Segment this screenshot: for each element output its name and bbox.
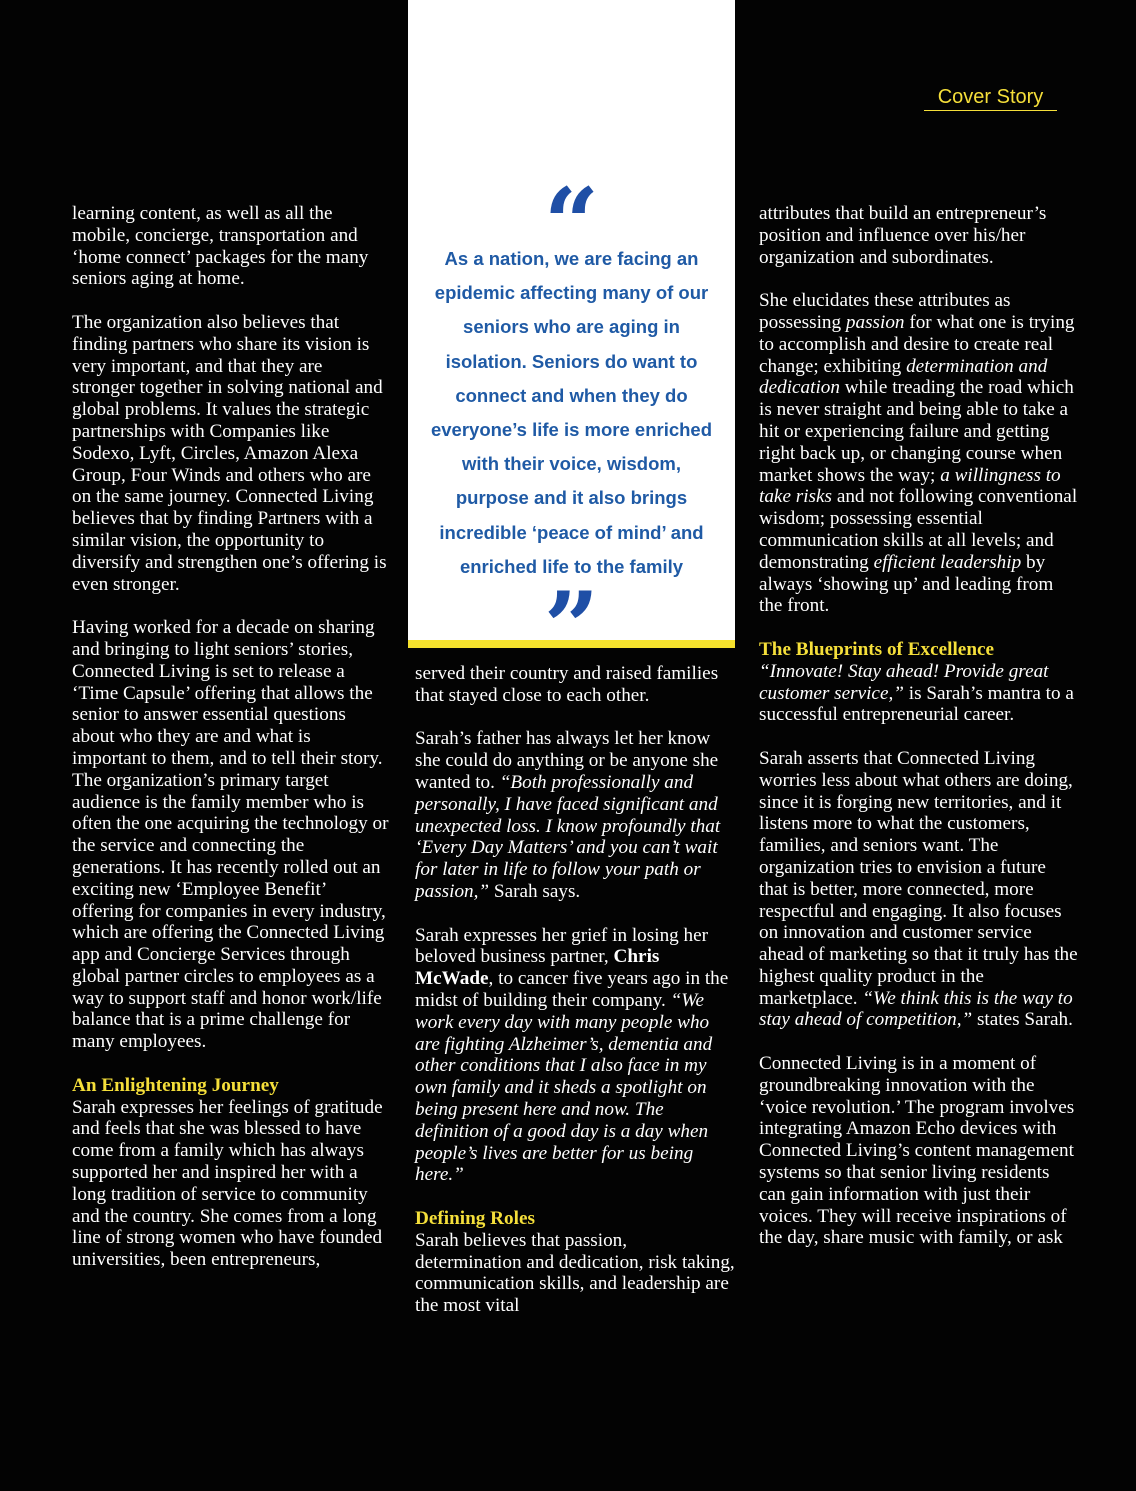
paragraph: Connected Living is in a moment of groundbreaking innovation with the ‘voice revolution.’ The program involves integrating Amazon Echo devices with Connected Living’s content management systems so that senior living residents can gain information with just their voices. They will receive inspirations of the day, share music with family, or ask bbox=[759, 1053, 1075, 1249]
text-run: Sarah says. bbox=[489, 880, 581, 902]
text-run: and not following conventional wisdom; possessing essential communication skills at all levels; and demonstrating bbox=[759, 486, 1078, 573]
paragraph: served their country and raised families that stayed close to each other. bbox=[415, 663, 719, 706]
italic-run: passion bbox=[845, 311, 905, 333]
section-tag: Cover Story bbox=[924, 84, 1057, 111]
article-column-3 bbox=[759, 203, 1079, 1271]
person-name: Chris McWade bbox=[415, 946, 660, 990]
section bbox=[72, 1075, 390, 1271]
quote-run: “Both professionally and personally, I have faced significant and unexpected loss. I know profoundly that ‘Every Day Matters’ and you can’t wait for later in life to follow your path or passion,” bbox=[415, 771, 721, 902]
paragraph: learning content, as well as all the mobile, concierge, transportation and ‘home connect’ packages for the many seniors aging at home. bbox=[72, 203, 369, 290]
quote-run: “We work every day with many people who are fighting Alzheimer’s, dementia and other conditions that I also face in my own family and it sheds a spotlight on being present here and now. The definition of a good day is a day when people’s lives are better for us being here.” bbox=[415, 989, 713, 1186]
text-run: for what one is trying to accomplish and desire to create real change; exhibiting bbox=[759, 311, 1075, 377]
paragraph: Sarah expresses her feelings of gratitude and feels that she was blessed to have come from a family which has always supported her and inspired her with a long tradition of service to community and the country. She comes from a long line of strong women who have founded universities, been entrepreneurs, bbox=[72, 1096, 383, 1271]
text-run: states Sarah. bbox=[972, 1009, 1073, 1031]
paragraph: Having worked for a decade on sharing and bringing to light seniors’ stories, Connected Living is set to release a ‘Time Capsule’ offering that allows the senior to answer essential questions about who they are and what is important to them, and to tell their story. The organization’s primary target audience is the family member who is often the one acquiring the technology or the service and connecting the generations. It has recently rolled out an exciting new ‘Employee Benefit’ offering for companies in every industry, which are offering the Connected Living app and Concierge Services through global partner circles to employees as a way to support staff and honor work/life balance that is a prime challenge for many employees. bbox=[72, 617, 389, 1053]
text-run: Sarah expresses her grief in losing her beloved business partner, bbox=[415, 924, 709, 968]
paragraph: Sarah believes that passion, determination and dedication, risk taking, communication skills, and leadership are the most vital bbox=[415, 1229, 735, 1317]
text-run: by always ‘showing up’ and leading from the front. bbox=[759, 551, 1054, 617]
text-run: She elucidates these attributes as possessing bbox=[759, 290, 1011, 333]
pull-quote-panel bbox=[408, 0, 735, 640]
section bbox=[415, 1208, 735, 1317]
text-run: Sarah asserts that Connected Living worries less about what others are doing, since it is forging new territories, and it listens more to what the customers, families, and seniors want. The organization tries to envision a future that is better, more connected, more respectful and engaging. It also focuses on innovation and customer service ahead of marketing so that it truly has the highest quality product in the marketplace. bbox=[759, 747, 1078, 1009]
text-run: is Sarah’s mantra to a successful entrepreneurial career. bbox=[759, 682, 1074, 726]
paragraph bbox=[759, 290, 1079, 617]
section-heading: Defining Roles bbox=[415, 1207, 535, 1229]
quote-run: “We think this is the way to stay ahead of competition,” bbox=[759, 987, 1073, 1031]
text-run: while treading the road which is never straight and being able to take a hit or experiencing failure and getting right back up, or changing course when market shows the way; bbox=[759, 377, 1074, 486]
close-quote-mark: ” bbox=[543, 571, 600, 640]
paragraph: attributes that build an entrepreneur’s position and influence over his/her organization and subordinates. bbox=[759, 203, 1047, 268]
section-heading: The Blueprints of Excellence bbox=[759, 638, 995, 660]
open-quote-mark: “ bbox=[543, 167, 600, 280]
paragraph bbox=[759, 748, 1079, 1031]
section bbox=[759, 639, 1079, 726]
article-column-2 bbox=[415, 663, 735, 1317]
italic-run: efficient leadership bbox=[873, 551, 1022, 573]
paragraph: The organization also believes that finding partners who share its vision is very important, and that they are stronger together in solving national and global problems. It values the strategic partnerships with Companies like Sodexo, Lyft, Circles, Amazon Alexa Group, Four Winds and others who are on the same journey. Connected Living believes that by finding Partners with a similar vision, the opportunity to diversify and strengthen one’s offering is even stronger. bbox=[72, 311, 387, 595]
italic-run: a willingness to take risks bbox=[759, 464, 1061, 508]
text-run: Sarah’s father has always let her know she could do anything or be anyone she wanted to. bbox=[415, 728, 719, 793]
section-heading: An Enlightening Journey bbox=[72, 1074, 279, 1096]
paragraph bbox=[415, 925, 735, 1187]
pull-quote-text: As a nation, we are facing an epidemic affecting many of our seniors who are aging in isolation. Seniors do want to connect and when they do everyone’s life is more enriched with their voice, wisdom, purpose and it also brings incredible ‘peace of mind’ and enriched life to the family bbox=[430, 248, 713, 577]
text-run: , to cancer five years ago in the midst of building their company. bbox=[415, 968, 729, 1011]
article-column-1 bbox=[72, 203, 390, 1271]
paragraph bbox=[415, 728, 735, 902]
yellow-divider bbox=[408, 640, 735, 648]
quote-run: “Innovate! Stay ahead! Provide great customer service,” bbox=[759, 660, 1049, 704]
italic-run: determination and dedication bbox=[759, 355, 1048, 399]
